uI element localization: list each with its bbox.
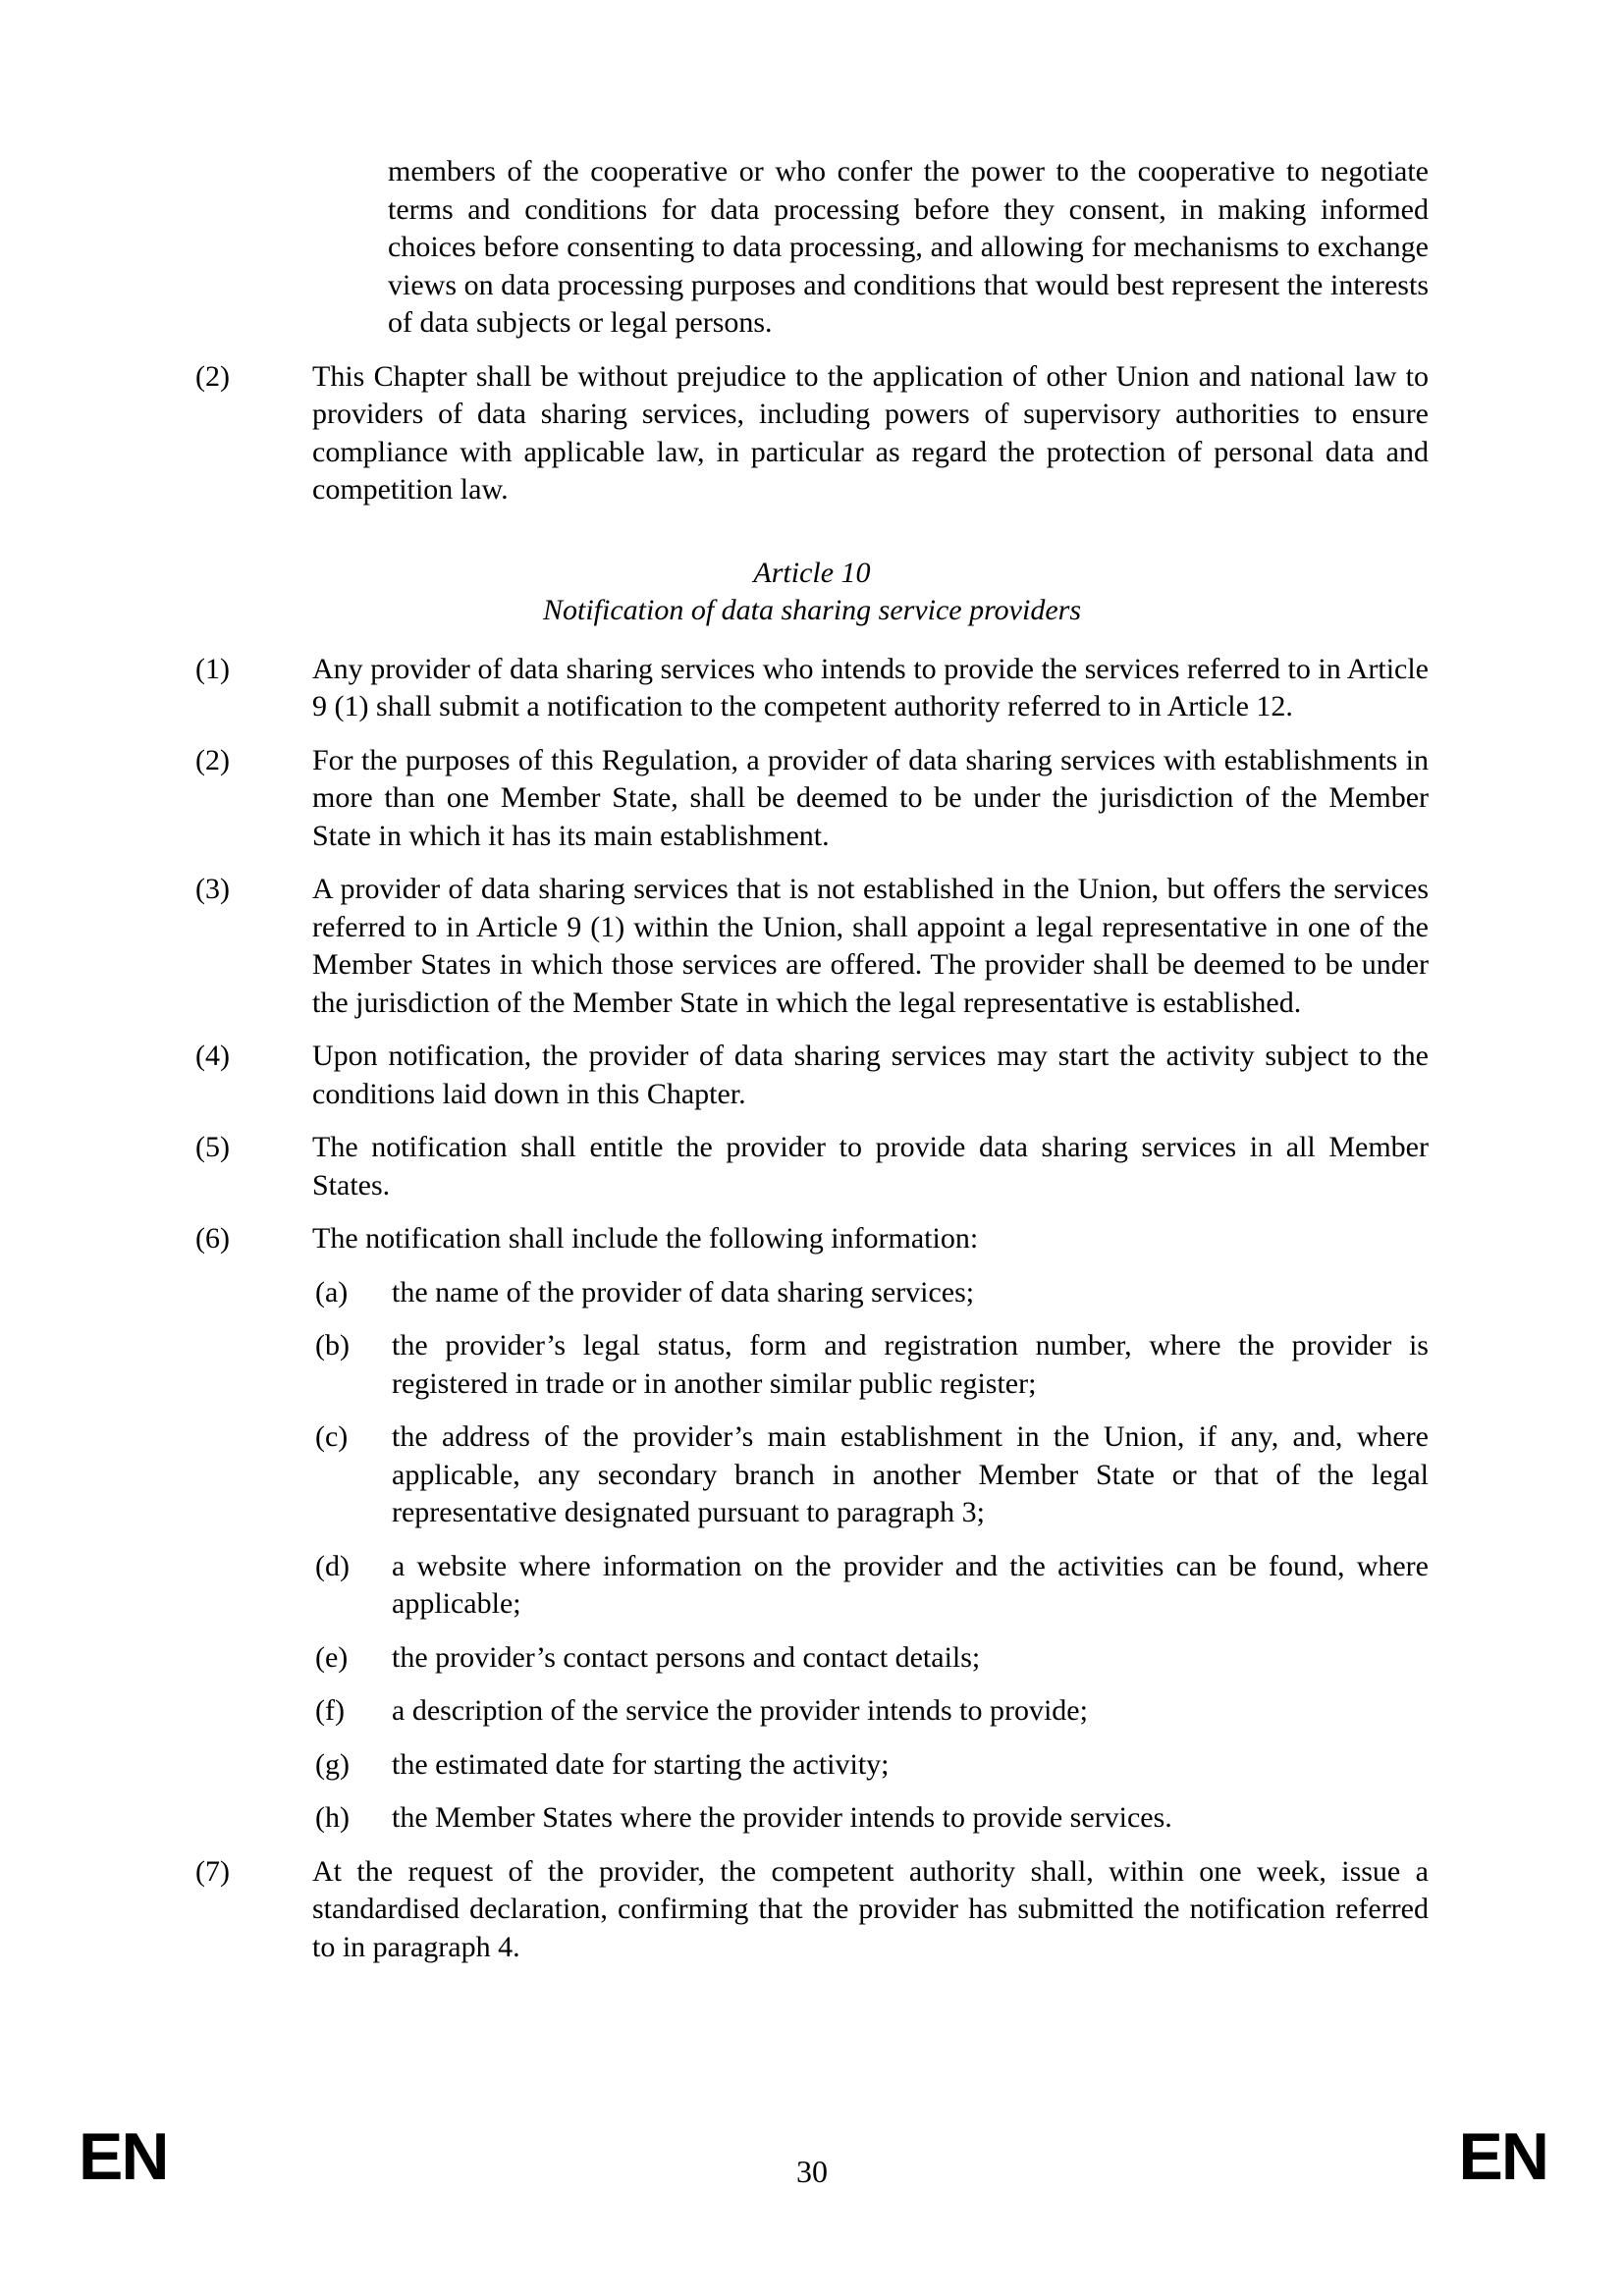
subitem-letter: (a) — [315, 1275, 349, 1308]
paragraph-text: The notification shall entitle the provider to provide data sharing services in all Member States. — [312, 1131, 1429, 1201]
lettered-subitem — [315, 1639, 1429, 1678]
article-heading — [195, 555, 1429, 630]
article-title: Article 10 — [753, 556, 871, 589]
lettered-subitem — [315, 1418, 1429, 1532]
paragraph-number: (7) — [195, 1854, 230, 1888]
subitem-text: the name of the provider of data sharing services; — [392, 1275, 975, 1308]
numbered-paragraph — [195, 871, 1429, 1022]
subitem-text: a website where information on the provider and the activities can be found, where applicable; — [392, 1549, 1429, 1620]
subitem-text: the Member States where the provider intends to provide services. — [392, 1801, 1172, 1834]
document-body — [195, 153, 1429, 1982]
lettered-subitem — [315, 1692, 1429, 1731]
subitem-letter: (g) — [315, 1747, 350, 1781]
lettered-subitem — [315, 1799, 1429, 1838]
lettered-subitem — [315, 1548, 1429, 1624]
numbered-paragraph — [195, 1220, 1429, 1258]
numbered-paragraph — [195, 742, 1429, 856]
paragraph-text: A provider of data sharing services that is not established in the Union, but offers the services referred to in Article 9 (1) within the Union, shall appoint a legal representative in one of the Member States in which those services are offered. The provider shall be deemed to be under the jurisdiction of the Member State in which the legal representative is established. — [312, 873, 1429, 1019]
page-number: 30 — [796, 2154, 828, 2189]
subitem-letter: (h) — [315, 1801, 350, 1834]
lettered-subitem — [315, 1746, 1429, 1785]
subitem-letter: (c) — [315, 1420, 349, 1453]
paragraph-text: Upon notification, the provider of data sharing services may start the activity subject to the conditions laid down in this Chapter. — [312, 1040, 1429, 1110]
numbered-paragraph — [195, 1129, 1429, 1204]
paragraph-text: For the purposes of this Regulation, a provider of data sharing services with establishments in more than one Member State, shall be deemed to be under the jurisdiction of the Member State in which it has its main establishment. — [312, 743, 1429, 852]
subitem-text: the provider’s contact persons and contact details; — [392, 1640, 981, 1674]
paragraph-text: Any provider of data sharing services who intends to provide the services referred to in Article 9 (1) shall submit a notification to the competent authority referred to in Article 12. — [312, 652, 1429, 722]
article-subtitle: Notification of data sharing service providers — [542, 594, 1081, 626]
continuation-paragraph: members of the cooperative or who confer the power to the cooperative to negotiate terms and conditions for data processing before they consent, in making informed choices before consenting to data processing, and allowing for mechanisms to exchange views on data processing purposes and conditions that would best represent the interests of data subjects or legal persons. — [388, 155, 1429, 339]
numbered-paragraph — [195, 651, 1429, 726]
numbered-paragraph — [195, 358, 1429, 509]
subitem-letter: (b) — [315, 1329, 350, 1362]
paragraph-text: The notification shall include the following information: — [312, 1222, 979, 1255]
subitem-text: the address of the provider’s main establishment in the Union, if any, and, where applicable, any secondary branch in another Member State or that of the legal representative designated pursuant to paragraph 3; — [392, 1420, 1429, 1528]
lettered-subitem — [315, 1327, 1429, 1403]
paragraph-number: (2) — [195, 743, 230, 776]
paragraph-text: At the request of the provider, the competent authority shall, within one week, issue a standardised declaration, confirming that the provider has submitted the notification referred to in paragraph 4. — [312, 1854, 1429, 1963]
paragraph-text: This Chapter shall be without prejudice to the application of other Union and national law to providers of data sharing services, including powers of supervisory authorities to ensure compliance with applicable law, in particular as regard the protection of personal data and competition law. — [312, 359, 1429, 506]
subitem-text: a description of the service the provider intends to provide; — [392, 1694, 1088, 1727]
footer-language-code-left: EN — [79, 2119, 168, 2194]
subitem-letter: (d) — [315, 1549, 350, 1582]
subitem-text: the provider’s legal status, form and registration number, where the provider is registered in trade or in another similar public register; — [392, 1329, 1429, 1400]
numbered-paragraph — [195, 1853, 1429, 1967]
lettered-subitem — [315, 1274, 1429, 1312]
footer-language-code-right: EN — [1458, 2119, 1547, 2194]
paragraph-number: (3) — [195, 873, 230, 905]
paragraph-number: (1) — [195, 652, 230, 685]
paragraph-number: (4) — [195, 1040, 230, 1072]
paragraph-number: (5) — [195, 1131, 230, 1163]
subitem-text: the estimated date for starting the activity; — [392, 1747, 890, 1781]
subitem-letter: (f) — [315, 1694, 345, 1727]
paragraph-number: (6) — [195, 1222, 230, 1255]
paragraph-number: (2) — [195, 359, 230, 393]
numbered-paragraph — [195, 1038, 1429, 1113]
subitem-letter: (e) — [315, 1640, 349, 1674]
